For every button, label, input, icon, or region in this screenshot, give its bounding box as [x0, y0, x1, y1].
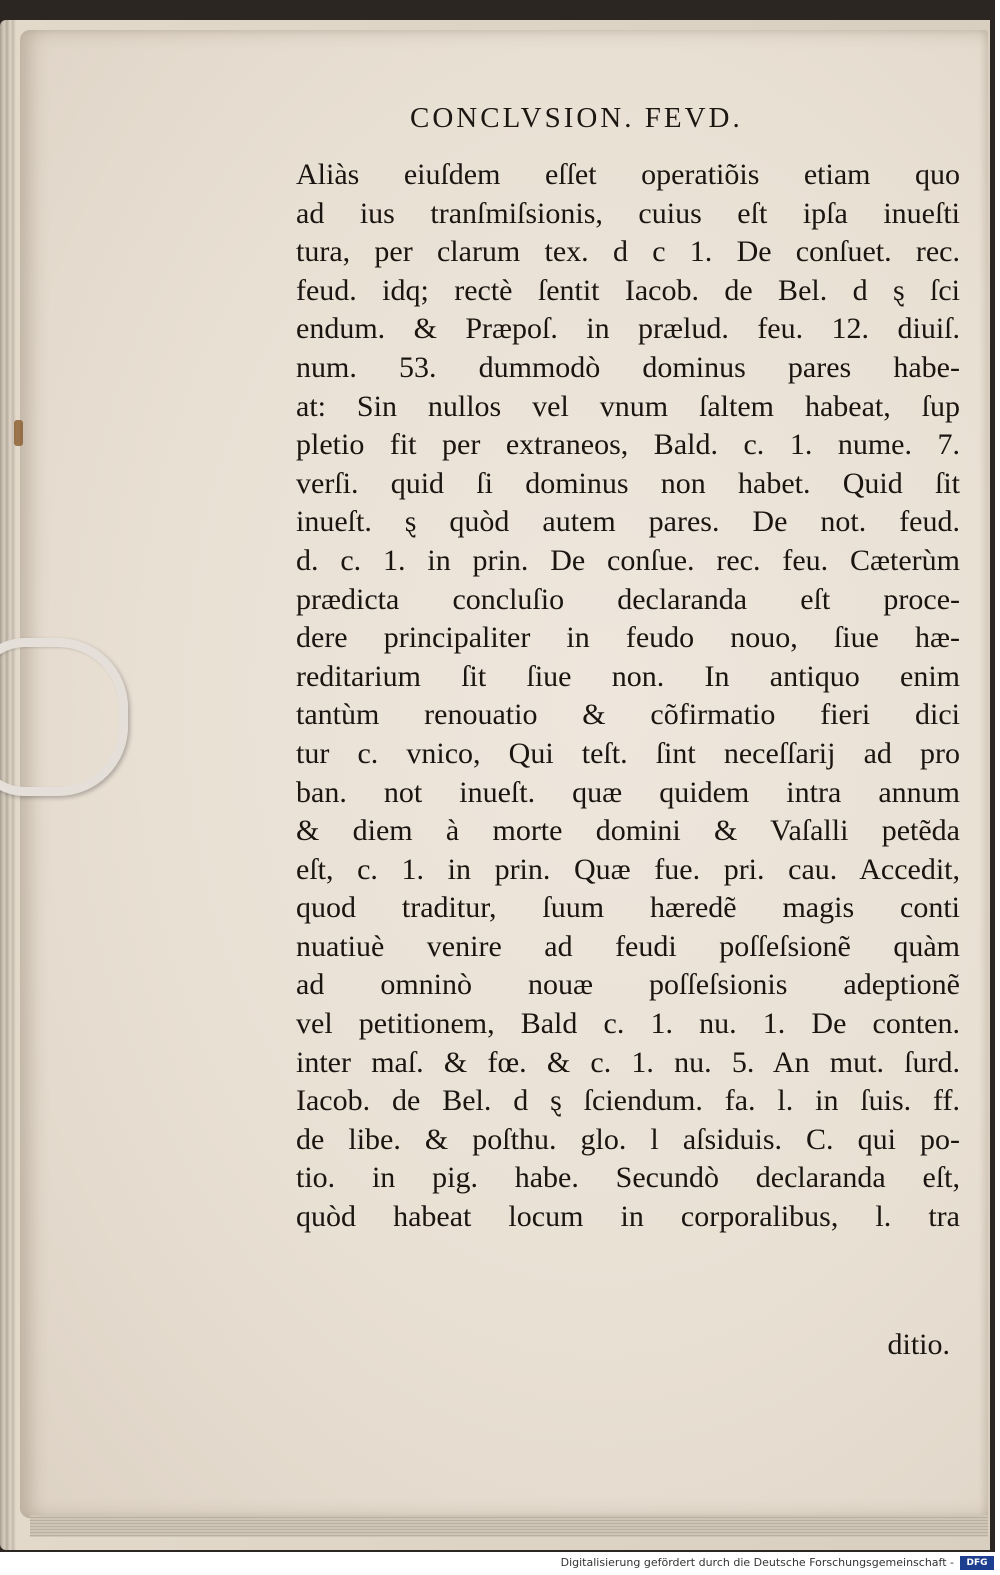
text-line: dere principaliter in feudo nouo, ſiue hæ-: [296, 621, 960, 655]
text-line: verſi. quid ſi dominus non habet. Quid ſit: [296, 466, 960, 500]
page-clip-icon: [0, 638, 128, 796]
text-line: tur c. vnico, Qui teſt. ſint neceſſarij ad pro: [296, 736, 960, 770]
footer-bar: [0, 1552, 1000, 1575]
text-line: endum. & Præpoſ. in prælud. feu. 12. diuiſ.: [296, 312, 960, 346]
text-line: feud. idq; rectè ſentit Iacob. de Bel. d ȿ ſci: [296, 273, 960, 307]
paper-stain: [14, 420, 23, 446]
text-line: quod traditur, ſuum hæredẽ magis conti: [296, 891, 960, 925]
funding-credit: Digitalisierung gefördert durch die Deutsche Forschungsgemeinschaft -: [560, 1556, 954, 1569]
text-line: vel petitionem, Bald c. 1. nu. 1. De conten.: [296, 1007, 960, 1041]
text-line: inueſt. ȿ quòd autem pares. De not. feud.: [296, 505, 960, 539]
text-line: prædicta concluſio declaranda eſt proce-: [296, 582, 960, 616]
text-line: Aliàs eiuſdem eſſet operatiõis etiam quo: [296, 158, 960, 191]
text-line: tio. in pig. habe. Secundò declaranda eſt,: [296, 1161, 960, 1195]
text-line: tantùm renouatio & cõfirmatio fieri dici: [296, 698, 960, 732]
catchword: ditio.: [887, 1328, 950, 1361]
text-line: Iacob. de Bel. d ȿ ſciendum. fa. l. in ſuis. ff.: [296, 1084, 960, 1118]
running-head: CONCLVSION. FEVD.: [410, 102, 743, 134]
text-line: pletio fit per extraneos, Bald. c. 1. nume. 7.: [296, 428, 960, 462]
text-line: ad omninò nouæ poſſeſsionis adeptionẽ: [296, 968, 960, 1002]
text-line: tura, per clarum tex. d c 1. De conſuet. rec.: [296, 235, 960, 269]
text-line: de libe. & poſthu. glo. l aſsiduis. C. qui po-: [296, 1122, 960, 1156]
body-text: [296, 156, 960, 1237]
text-line: reditarium ſit ſiue non. In antiquo enim: [296, 659, 960, 693]
text-line: num. 53. dummodò dominus pares habe-: [296, 350, 960, 384]
text-line: inter maſ. & fœ. & c. 1. nu. 5. An mut. ſurd.: [296, 1045, 960, 1079]
text-line: at: Sin nullos vel vnum ſaltem habeat, ſup: [296, 389, 960, 423]
text-line: ban. not inueſt. quæ quidem intra annum: [296, 775, 960, 809]
text-line: eſt, c. 1. in prin. Quæ fue. pri. cau. Accedit,: [296, 852, 960, 886]
page-bottom-edges: [30, 1515, 988, 1537]
text-line: nuatiuè venire ad feudi poſſeſsionẽ quàm: [296, 929, 960, 963]
text-line: d. c. 1. in prin. De conſue. rec. feu. Cæterùm: [296, 543, 960, 577]
text-line: & diem à morte domini & Vaſalli petẽda: [296, 814, 960, 848]
text-line: quòd habeat locum in corporalibus, l. tra: [296, 1200, 960, 1234]
text-line: ad ius tranſmiſsionis, cuius eſt ipſa inueſti: [296, 196, 960, 230]
dfg-logo: DFG: [960, 1556, 994, 1570]
